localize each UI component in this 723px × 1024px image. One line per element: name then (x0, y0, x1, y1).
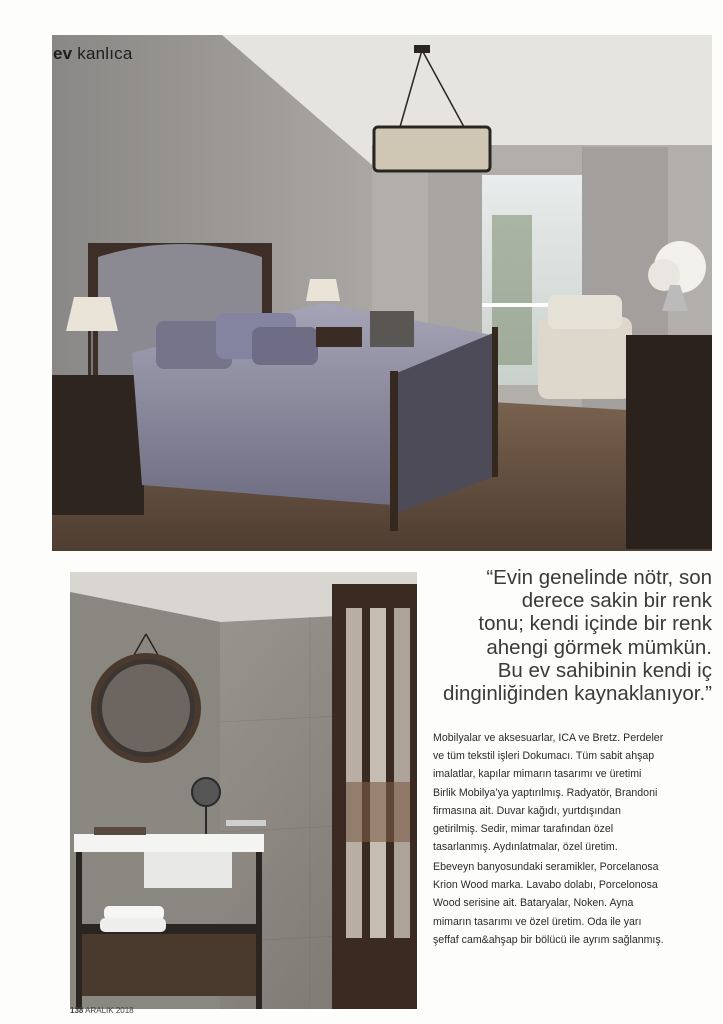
bedroom-illustration (52, 35, 712, 551)
body-line: Krion Wood marka. Lavabo dolabı, Porcelonosa (433, 879, 658, 892)
issue-date: ARALIK 2018 (85, 1006, 134, 1015)
body-line: tasarlanmış. Aydınlatmalar, özel üretim. (433, 841, 618, 854)
quote-line: derece sakin bir renk (521, 589, 712, 613)
body-line: imalatlar, kapılar mimarın tasarımı ve üretimi (433, 768, 642, 781)
body-line: ve tüm tekstil işleri Dokumacı. Tüm sabit ahşap (433, 750, 655, 763)
body-paragraph-2 (433, 858, 709, 949)
bedroom-photo (52, 35, 712, 551)
page-folio (70, 1006, 134, 1015)
body-line: şeffaf cam&ahşap bir bölücü ile ayrım sağlanmış. (433, 933, 664, 946)
quote-line: ahengi görmek mümkün. (486, 635, 712, 659)
page-number: 138 (70, 1006, 84, 1015)
quote-line: “Evin genelinde nötr, son (486, 566, 712, 589)
bathroom-illustration (70, 572, 417, 1009)
body-line: Mobilyalar ve aksesuarlar, ICA ve Bretz. Perdeler (433, 732, 664, 744)
bathroom-photo (70, 572, 417, 1009)
pull-quote (432, 566, 712, 705)
body-line: Wood serisine ait. Bataryalar, Noken. Ayna (433, 897, 634, 910)
quote-line: Bu ev sahibinin kendi iç (497, 658, 712, 682)
body-line: firmasına ait. Duvar kağıdı, yurtdışından (433, 804, 621, 817)
body-line: mimarın tasarımı ve özel üretim. Oda ile yarı (433, 915, 642, 928)
body-paragraph-1 (433, 729, 709, 856)
body-line: Ebeveyn banyosundaki seramikler, Porcelanosa (433, 861, 659, 873)
section-tag-bold: ev (53, 44, 73, 63)
section-tag (53, 44, 133, 64)
quote-line: dinginliğinden kaynaklanıyor.” (443, 682, 712, 706)
quote-line: tonu; kendi içinde bir renk (478, 612, 712, 636)
section-tag-light: kanlıca (77, 44, 133, 63)
body-line: Birlik Mobilya’ya yaptırılmış. Radyatör, Brandoni (433, 786, 658, 799)
body-line: getirilmiş. Sedir, mimar tarafından özel (433, 823, 614, 836)
